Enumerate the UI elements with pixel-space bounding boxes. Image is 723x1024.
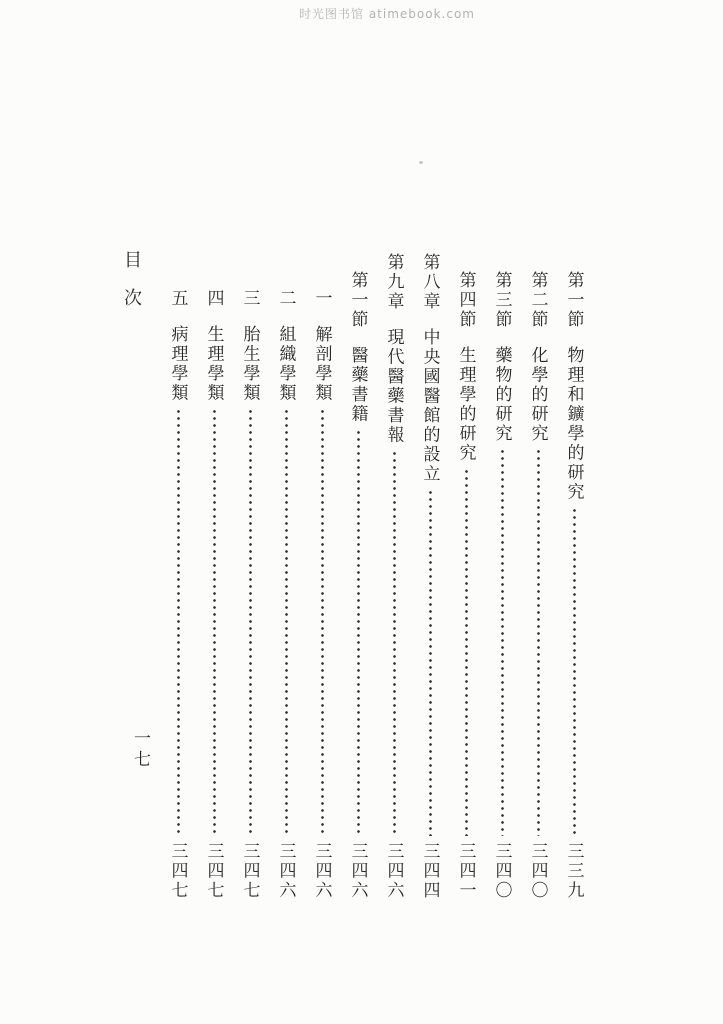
toc-entry-label: 第八章 [419,253,440,312]
page-title: 目次 [121,250,142,326]
toc-entry [376,253,412,900]
toc-entry-label: 第二節 [527,271,548,330]
toc-entry [196,289,232,900]
toc-entry-title: 生理學的研究 [455,345,476,463]
toc-entry-label: 五 [167,289,188,309]
toc-entry [304,289,340,900]
toc-entry-page-number: 三四六 [383,841,404,900]
toc-entry-title: 現代醫藥書報 [383,327,404,445]
toc-entry-label: 三 [239,289,260,309]
toc-entry [232,289,268,900]
dotted-leader [357,429,360,836]
toc-entry [484,271,520,900]
dotted-leader [177,408,180,836]
dotted-leader [213,408,216,836]
watermark: 时光图书馆 atimebook.com [299,7,475,21]
toc-entry-label: 第一節 [347,271,368,330]
toc-entry-title: 化學的研究 [527,345,548,443]
toc-entry [520,271,556,900]
toc-entry-page-number: 三四七 [203,841,224,900]
toc-entry-page-number: 三四六 [311,841,332,900]
toc-entry-page-number: 三四四 [419,841,440,900]
toc-entry-title: 胎生學類 [239,324,260,403]
toc-entry-page-number: 三三九 [563,841,584,900]
toc-entry [412,253,448,900]
toc-entry-page-number: 三四〇 [491,841,512,900]
dotted-leader [573,507,576,836]
toc-entry-label: 第三節 [491,271,512,330]
toc-entry-title: 中央國醫館的設立 [419,327,440,484]
toc-entry-label: 二 [275,289,296,309]
folio-page-number: 一七 [130,729,150,771]
toc-entry-label: 一 [311,289,332,309]
toc-entry-page-number: 三四六 [347,841,368,900]
dotted-leader [393,450,396,836]
toc-entry-label: 第四節 [455,271,476,330]
dotted-leader [465,468,468,836]
toc-entry-title: 物理和鑛學的研究 [563,345,584,502]
toc-entry-page-number: 三四一 [455,841,476,900]
dotted-leader [321,408,324,836]
dotted-leader [429,489,432,836]
toc-entry-page-number: 三四〇 [527,841,548,900]
toc-entry-label: 第一節 [563,271,584,330]
toc-entry [160,289,196,900]
dotted-leader [501,448,504,836]
toc-entry-page-number: 三四六 [275,841,296,900]
toc-entry [268,289,304,900]
toc-entry [340,271,376,900]
toc-entry-title: 病理學類 [167,324,188,403]
toc-entry [556,271,592,900]
dotted-leader [249,408,252,836]
toc-entry-page-number: 三四七 [239,841,260,900]
toc-entry-title: 解剖學類 [311,324,332,403]
toc-entry-title: 藥物的研究 [491,345,512,443]
toc-entry-label: 第九章 [383,253,404,312]
toc-entry [448,271,484,900]
toc-entry-title: 醫藥書籍 [347,345,368,424]
toc-entry-title: 生理學類 [203,324,224,403]
dotted-leader [285,408,288,836]
scan-speck [419,161,423,164]
toc-entry-page-number: 三四七 [167,841,188,900]
dotted-leader [537,448,540,836]
toc-entry-title: 組織學類 [275,324,296,403]
toc-entry-label: 四 [203,289,224,309]
